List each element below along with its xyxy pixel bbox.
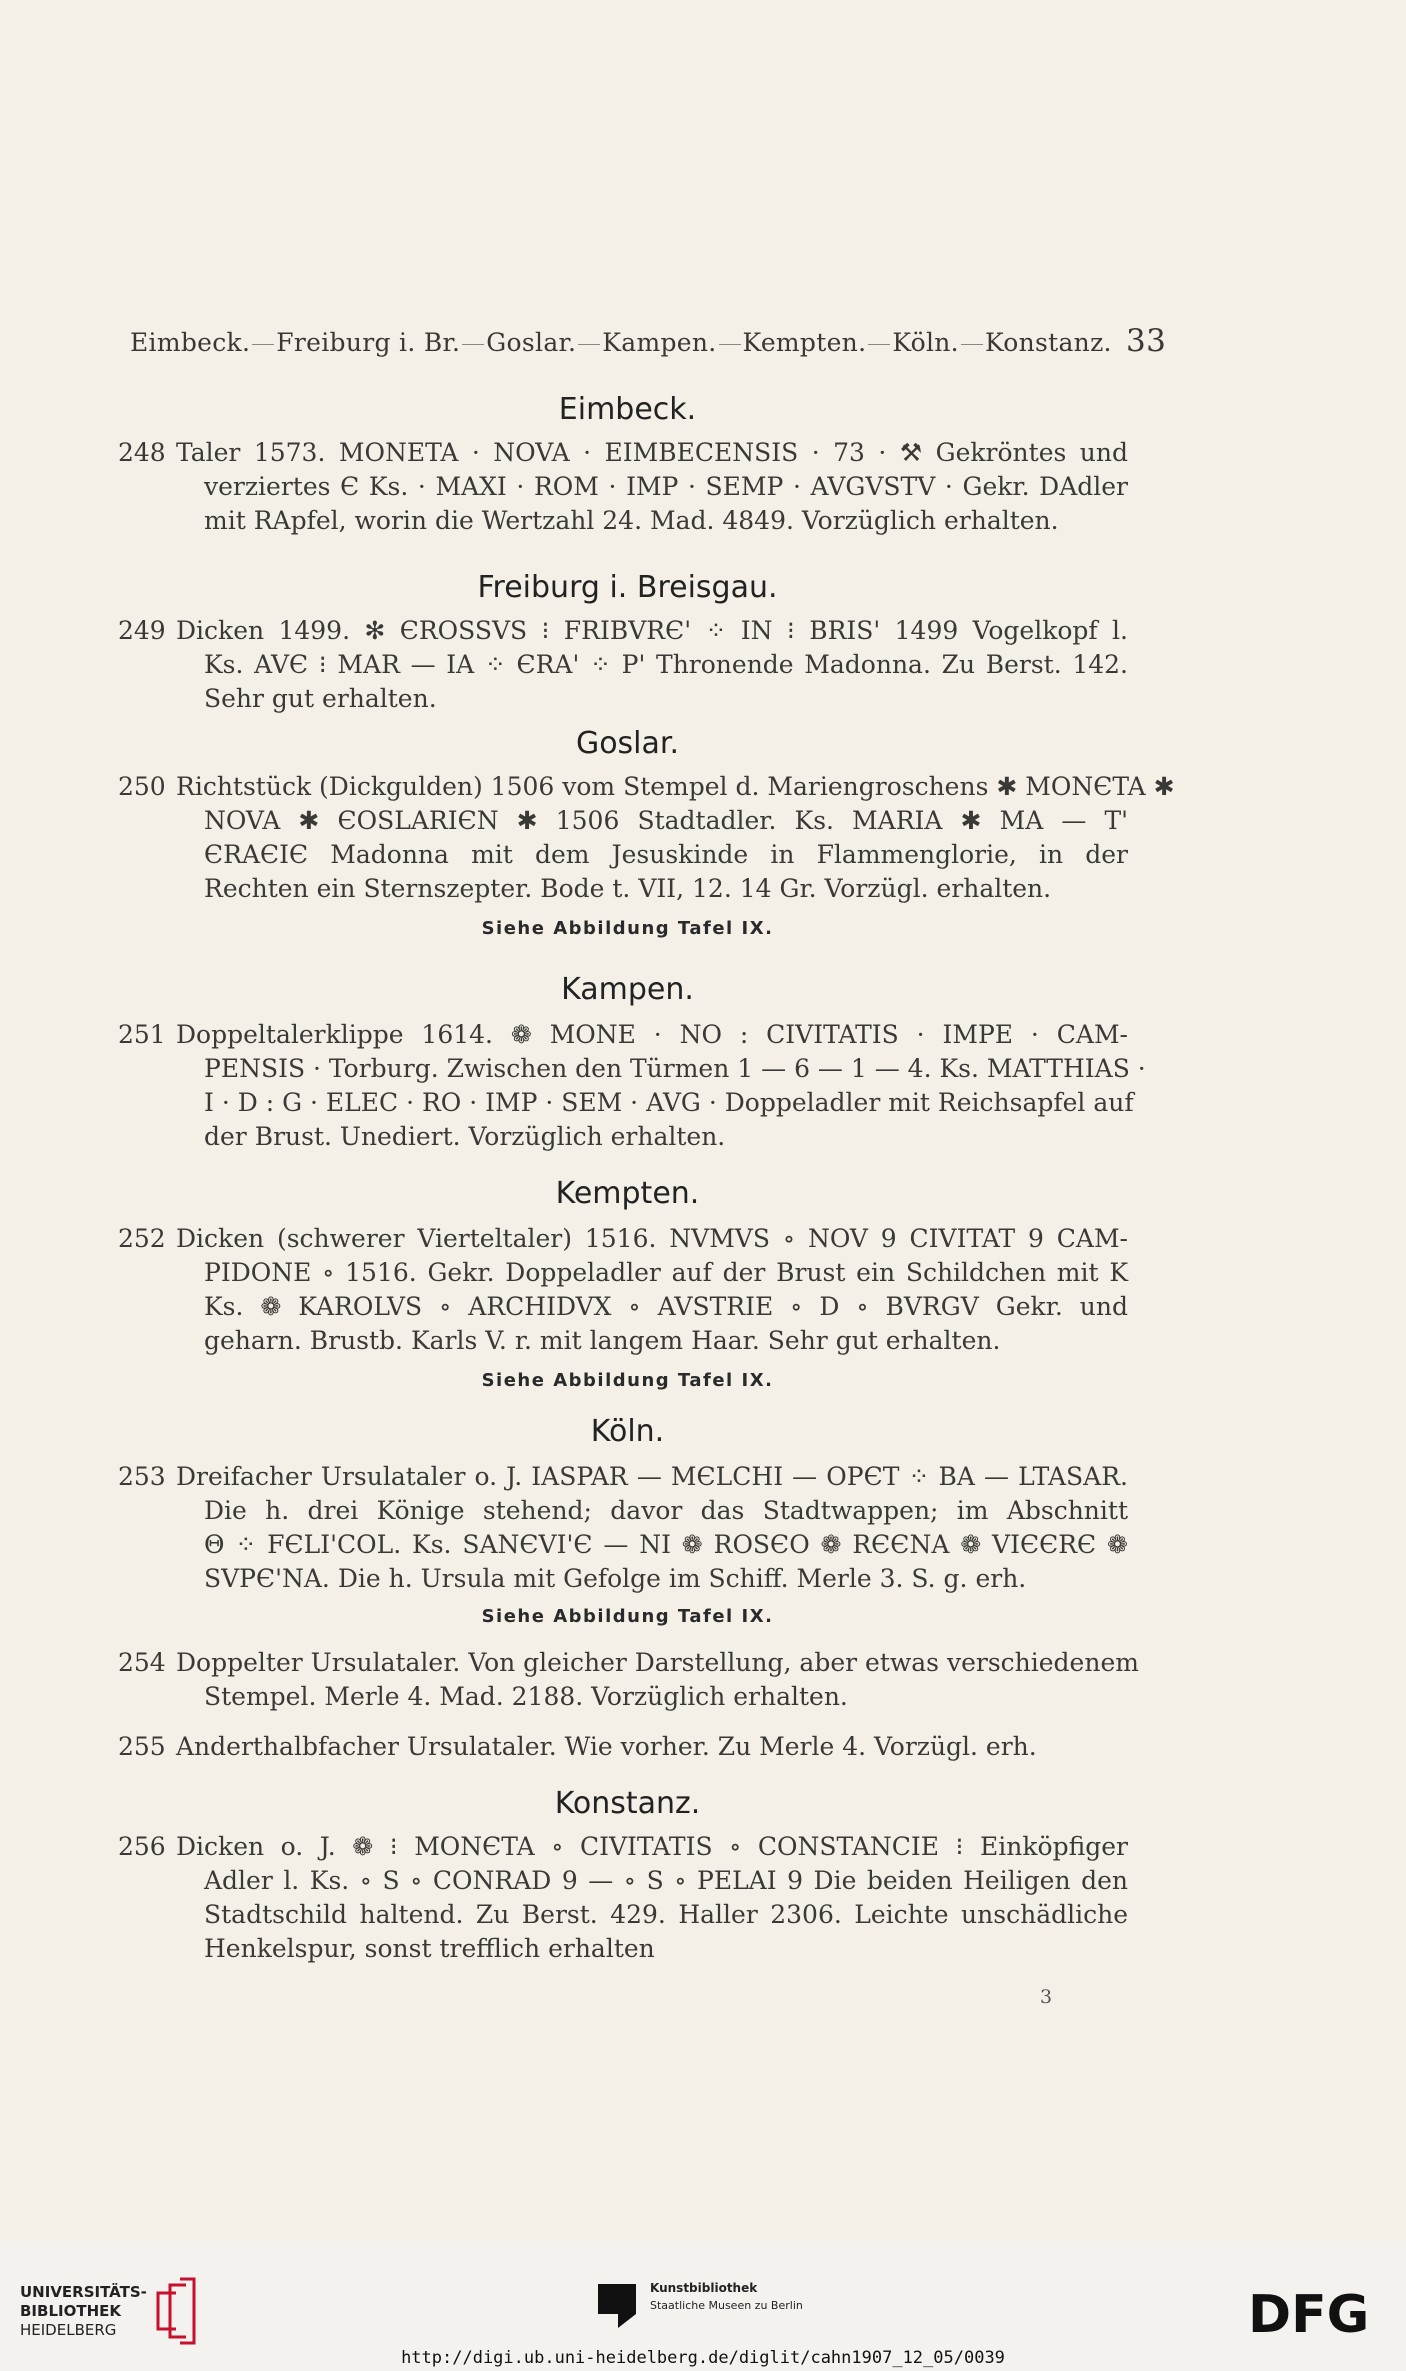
kunstbibliothek-logo[interactable] (598, 2276, 858, 2336)
entry-text: Dreifacher Ursulataler o. J. IASPAR — MЄLCHI — OPЄT ⁘ BA — LTASAR. (176, 1462, 1128, 1491)
entry-number: 253 (118, 1462, 166, 1491)
section-heading-freiburg: Freiburg i. Breisgau. (477, 570, 778, 605)
section-heading-kampen: Kampen. (561, 972, 694, 1007)
figure-reference: Siehe Abbildung Tafel IX. (481, 1370, 774, 1391)
catalog-entry-251 (118, 1018, 1146, 1154)
entry-text: der Brust. Unediert. Vorzüglich erhalten. (204, 1122, 726, 1151)
running-head-item: Köln. (892, 328, 959, 357)
page-number: 33 (1126, 323, 1167, 359)
entry-number: 252 (118, 1224, 166, 1253)
entry-text: PENSIS · Torburg. Zwischen den Türmen 1 — 6 — 1 — 4. Ks. MATTHIAS · (204, 1054, 1146, 1083)
entry-number: 256 (118, 1832, 166, 1861)
section-heading-kempten: Kempten. (555, 1176, 700, 1211)
section-heading-konstanz: Konstanz. (554, 1786, 701, 1821)
entry-number: 248 (118, 438, 166, 467)
entry-text: Ks. AVЄ ⁝ MAR — IA ⁘ ЄRA' ⁘ P' Thronende Madonna. Zu Berst. 142. (204, 650, 1128, 679)
signature-mark: 3 (1040, 1986, 1053, 2008)
entry-number: 250 (118, 772, 166, 801)
section-heading-eimbeck: Eimbeck. (558, 392, 697, 427)
running-head-item: Kampen. (602, 328, 717, 357)
catalog-entry-254 (118, 1646, 1139, 1714)
entry-text: mit RApfel, worin die Wertzahl 24. Mad. 4849. Vorzüglich erhalten. (204, 506, 1059, 535)
running-head-item: Eimbeck. (130, 328, 251, 357)
entry-text: Henkelspur, sonst trefflich erhalten (204, 1934, 655, 1963)
catalog-entry-256 (118, 1830, 1128, 1966)
entry-number: 254 (118, 1648, 166, 1677)
running-head-item: Goslar. (486, 328, 577, 357)
uni-logo-line: UNIVERSITÄTS- (20, 2283, 147, 2301)
figure-reference: Siehe Abbildung Tafel IX. (481, 1606, 774, 1627)
entry-number: 249 (118, 616, 166, 645)
entry-text: Sehr gut erhalten. (204, 684, 437, 713)
entry-text: Dicken (schwerer Vierteltaler) 1516. NVMVS ∘ NOV 9 CIVITAT 9 CAM- (176, 1224, 1128, 1253)
catalog-entry-255 (118, 1730, 1128, 1764)
entry-text: verziertes Є Ks. · MAXI · ROM · IMP · SEMP · AVGVSTV · Gekr. DAdler (204, 472, 1128, 501)
entry-text: Taler 1573. MONETA · NOVA · EIMBECENSIS · 73 · ⚒ Gekröntes und (176, 438, 1128, 467)
uni-logo-line: BIBLIOTHEK (20, 2302, 121, 2320)
university-library-logo[interactable] (20, 2275, 200, 2355)
dfg-logo-text: DFG (1248, 2288, 1370, 2338)
footer-bar (0, 2240, 1406, 2371)
uni-logo-line: HEIDELBERG (20, 2321, 117, 2339)
entry-number: 251 (118, 1020, 166, 1049)
running-head (130, 323, 1167, 359)
entry-text: Dicken 1499. ✻ ЄROSSVS ⁝ FRIBVRЄ' ⁘ IN ⁝ BRIS' 1499 Vogelkopf l. (176, 616, 1128, 645)
source-url-link[interactable]: http://digi.ub.uni-heidelberg.de/diglit/cahn1907_12_05/0039 (401, 2348, 1005, 2368)
catalog-entry-250 (118, 770, 1175, 906)
entry-text: Dicken o. J. ❁ ⁝ MONЄTA ∘ CIVITATIS ∘ CONSTANCIE ⁝ Einköpfiger (176, 1832, 1128, 1861)
entry-text: Doppelter Ursulataler. Von gleicher Darstellung, aber etwas verschiedenem (176, 1648, 1139, 1677)
running-head-item: Konstanz. (984, 328, 1112, 357)
section-heading-koeln: Köln. (590, 1414, 665, 1449)
entry-text: geharn. Brustb. Karls V. r. mit langem Haar. Sehr gut erhalten. (204, 1326, 1001, 1355)
entry-text: ЄRAЄIЄ Madonna mit dem Jesuskinde in Flammenglorie, in der (204, 840, 1128, 869)
entry-text: Rechten ein Sternszepter. Bode t. VII, 12. 14 Gr. Vorzügl. erhalten. (204, 874, 1052, 903)
kb-subtitle: Staatliche Museen zu Berlin (650, 2299, 803, 2312)
dfg-logo[interactable] (1248, 2288, 1388, 2338)
entry-text: Die h. drei Könige stehend; davor das Stadtwappen; im Abschnitt (204, 1496, 1128, 1525)
entry-text: Ks. ❁ KAROLVS ∘ ARCHIDVX ∘ AVSTRIE ∘ D ∘ BVRGV Gekr. und (204, 1292, 1128, 1321)
section-heading-goslar: Goslar. (575, 726, 680, 761)
entry-text: Adler l. Ks. ∘ S ∘ CONRAD 9 — ∘ S ∘ PELAI 9 Die beiden Heiligen den (204, 1866, 1128, 1895)
entry-text: Stadtschild haltend. Zu Berst. 429. Haller 2306. Leichte unschädliche (204, 1900, 1128, 1929)
entry-text: NOVA ✱ ЄOSLARIЄN ✱ 1506 Stadtadler. Ks. MARIA ✱ MA — T' (204, 806, 1128, 835)
entry-text: Richtstück (Dickgulden) 1506 vom Stempel d. Mariengroschens ✱ MONЄTA ✱ (176, 772, 1175, 801)
entry-text: I · D : G · ELEC · RO · IMP · SEM · AVG · Doppeladler mit Reichsapfel auf (204, 1088, 1134, 1117)
catalog-entry-252 (118, 1222, 1128, 1358)
kunstbibliothek-emblem-icon (598, 2284, 636, 2328)
entry-text: SVPЄ'NA. Die h. Ursula mit Gefolge im Schiff. Merle 3. S. g. erh. (204, 1564, 1027, 1593)
kb-name: Kunstbibliothek (650, 2281, 758, 2295)
entry-text: Doppeltalerklippe 1614. ❁ MONE · NO : CIVITATIS · IMPE · CAM- (176, 1020, 1128, 1049)
entry-text: Θ ⁘ FЄLI'COL. Ks. SANЄVI'Є — NI ❁ ROSЄO ❁ RЄЄNA ❁ VIЄЄRЄ ❁ (204, 1530, 1128, 1559)
entry-number: 255 (118, 1732, 166, 1761)
entry-text: Stempel. Merle 4. Mad. 2188. Vorzüglich erhalten. (204, 1682, 848, 1711)
catalog-entry-253 (118, 1460, 1128, 1596)
figure-reference: Siehe Abbildung Tafel IX. (481, 918, 774, 939)
catalog-entry-249 (118, 614, 1128, 716)
uni-emblem-icon (150, 2275, 198, 2347)
running-head-item: Freiburg i. Br. (276, 328, 461, 357)
running-head-item: Kempten. (742, 328, 867, 357)
catalog-entry-248 (118, 436, 1128, 538)
entry-text: PIDONE ∘ 1516. Gekr. Doppeladler auf der Brust ein Schildchen mit K (204, 1258, 1128, 1287)
entry-text: Anderthalbfacher Ursulataler. Wie vorher. Zu Merle 4. Vorzügl. erh. (176, 1732, 1037, 1761)
